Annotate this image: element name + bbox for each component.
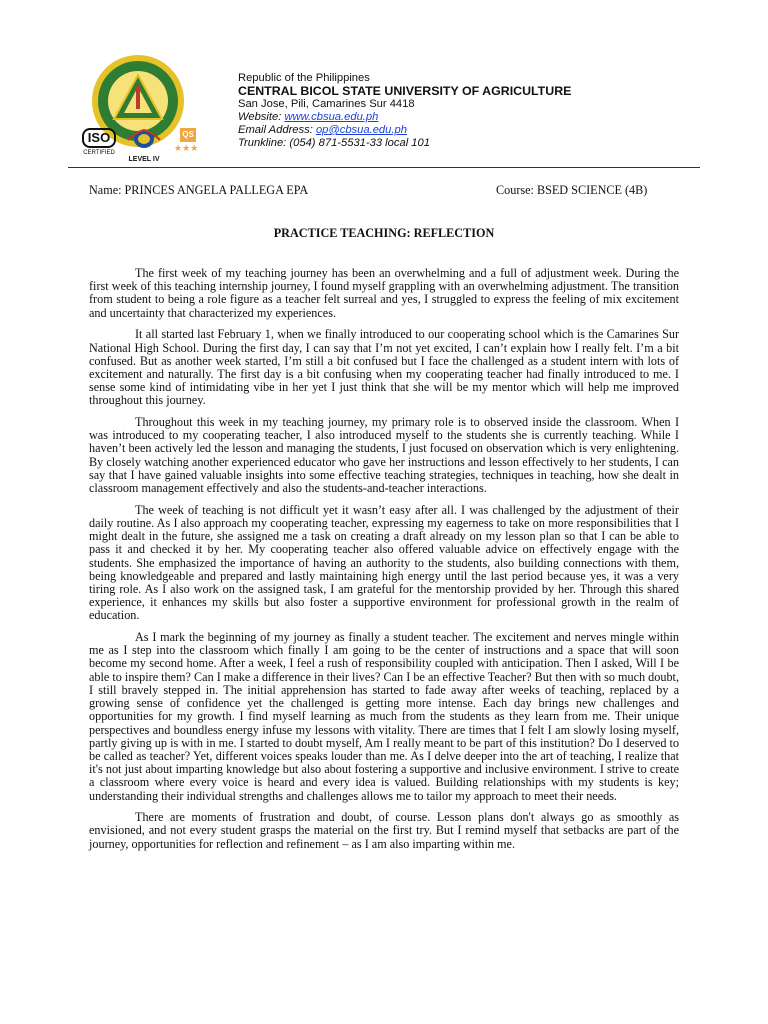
republic-line: Republic of the Philippines bbox=[238, 72, 370, 84]
university-name: CENTRAL BICOL STATE UNIVERSITY OF AGRICULTURE bbox=[238, 84, 572, 98]
paragraph: As I mark the beginning of my journey as finally a student teacher. The excitement and nerves mingle within me as I step into the classroom which finally I am going to be the center of instructions and a space that will soon become my second home. After a week, I feel a rush of responsibility coupled with anticipation. Then I asked, Will I be able to inspire them? Can I make a difference in their lives? Can I be an effective Teacher? But then with so much doubt, I still bravely stepped in. The initial apprehension has started to fade away after weeks of teaching, replaced by a growing sense of confidence yet the challenged is getting more intense. Each day brings new challenges and opportunities for my growth. I find myself learning as much from the students as they learn from me. Their unique perspectives and boundless energy infuse my lessons with vitality. There are times that I felt I am slowly losing myself, partly giving up is with in me. I started to doubt myself, Am I really meant to be part of this institution? Do I deserved to be called as teacher? Yet, different voices speaks louder than me. As I delve deeper into the art of teaching, I realize that it's not just about imparting knowledge but also about fostering a supportive and inclusive environment. I strive to create a classroom where every voice is heard and every idea is valued. Building relationships with my students is key; understanding their individual strengths and challenges allows me to tailor my approach to meet their needs. bbox=[89, 630, 679, 803]
student-course: Course: BSED SCIENCE (4B) bbox=[496, 183, 648, 197]
qs-stars-badge: QS ★★★ bbox=[174, 128, 220, 154]
paragraph: The first week of my teaching journey has been an overwhelming and a full of adjustment week. During the first week of this teaching internship journey, I found myself grappling with an overwhelming adjustment. The transition from student to being a role figure as a teacher felt surreal and yes, I struggled to express the feeling of mix excitement and uncertainty that characterized my experiences. bbox=[89, 266, 679, 320]
trunkline-line: Trunkline: (054) 871-5531-33 local 101 bbox=[238, 137, 430, 149]
reflection-body bbox=[89, 267, 679, 859]
paragraph: There are moments of frustration and doubt, of course. Lesson plans don't always go as smoothly as envisioned, and not every student grasps the material on the first try. But I remind myself that setbacks are part of the journey, opportunities for reflection and refinement – as I am also imparting within me. bbox=[89, 810, 679, 851]
letterhead bbox=[0, 0, 768, 170]
address-line: San Jose, Pili, Camarines Sur 4418 bbox=[238, 98, 415, 110]
paragraph: It all started last February 1, when we finally introduced to our cooperating school which is the Camarines Sur National High School. During the first day, I can say that I’m not yet excited, I can’t explain how I really felt. I’m a bit confused. But as another week started, I’m still a bit confused but I face the challenged as a student intern with lots of excitement and naturally. The first day is a bit confusing when my cooperating teacher had finally introduced to me. I sense some kind of intimidating vibe in her yet I just think that she will be my mentor which will help me improved throughout this journey. bbox=[89, 327, 679, 408]
email-link[interactable]: op@cbsua.edu.ph bbox=[315, 124, 407, 136]
star-rating-icon: ★★★ bbox=[174, 143, 199, 153]
header-divider bbox=[68, 167, 700, 168]
website-link[interactable]: www.cbsua.edu.ph bbox=[284, 111, 379, 123]
level-iv-badge: LEVEL IV bbox=[122, 128, 166, 163]
student-name: Name: PRINCES ANGELA PALLEGA EPA bbox=[89, 183, 309, 197]
level-badge-icon bbox=[122, 128, 166, 150]
iso-badge: ISO CERTIFIED bbox=[83, 130, 115, 156]
university-info bbox=[238, 72, 571, 150]
website-label: Website: bbox=[238, 111, 285, 123]
document-title: PRACTICE TEACHING: REFLECTION bbox=[273, 226, 495, 240]
paragraph: Throughout this week in my teaching journey, my primary role is to observed inside the classroom. When I was introduced to my cooperating teacher, I also introduced myself to the students she is currently teaching. While I haven’t been actively led the lesson and managing the students, I just focused on observation which is very enlightening. By closely watching another experienced educator who gave her instructions and lesson effectively to her students, I can say that I have gained valuable insights into some effective teaching strategies, techniques in teaching, how she dealt in classroom management effectively and also the students-and-teacher interactions. bbox=[89, 415, 679, 496]
accreditation-badges bbox=[80, 128, 220, 162]
email-label: Email Address: bbox=[238, 124, 316, 136]
paragraph: The week of teaching is not difficult yet it wasn’t easy after all. I was challenged by the adjustment of their daily routine. As I also approach my cooperating teacher, expressing my eagerness to take on more responsibilities that I might dealt in the future, she assigned me a task on creating a draft already on my lesson plan so that I can be able to pass it and checked it by her. My cooperating teacher also offered valuable advice on effectively engage with the students. She emphasized the importance of having an authority to the students, also building connections with them, being knowledgeable and prepared and lastly maintaining high energy until the last period because yes, it was a very tiring role. As I also work on the assigned task, I am grateful for the mentorship provided by her. Through this shared experience, it enhances my skills but also foster a supportive environment for professional growth in the realm of education. bbox=[89, 502, 679, 623]
